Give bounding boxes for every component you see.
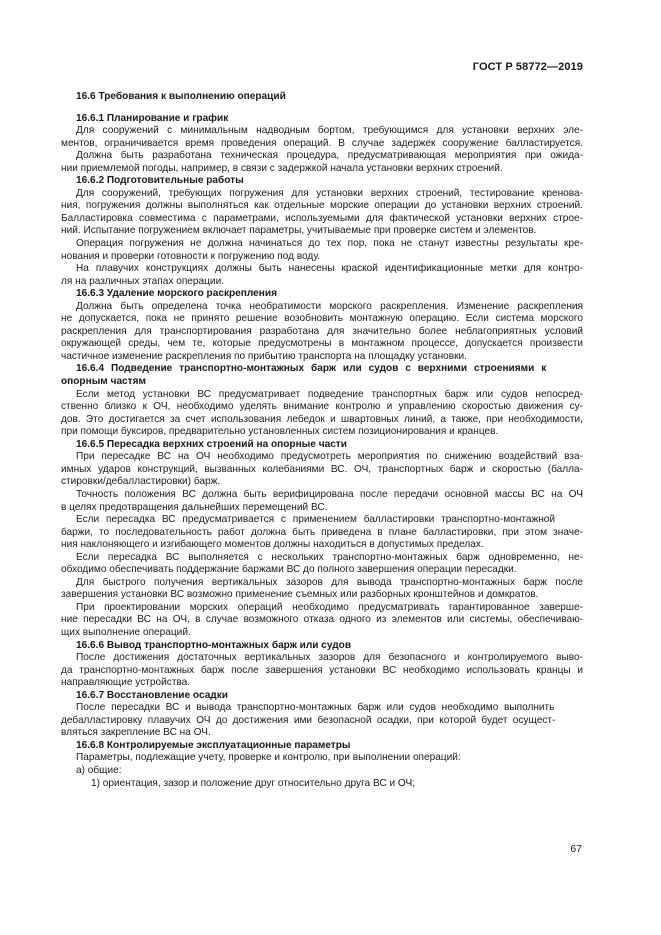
text-line: 1) ориентация, зазор и положение друг относительно друга ВС и ОЧ;	[91, 777, 416, 789]
section-heading-line: 16.6.5 Пересадка верхних строений на опорные части	[76, 438, 347, 450]
text-line: щих выполнение операций.	[61, 626, 191, 638]
text-line: нии приемлемой погоды, например, в связи с задержкой начала установки верхних строений.	[61, 162, 503, 174]
text-line: нования и проверки готовности к погружению под воду.	[61, 250, 321, 262]
section-heading-line: 16.6.1 Планирование и график	[76, 112, 229, 124]
text-line: При проектировании морских операций необходимо предусматривать гарантированное заверше-	[76, 601, 583, 613]
text-line: частичное изменение раскрепления по прибытию транспорта на площадку установки.	[61, 350, 467, 362]
text-line: ственно близко к ОЧ, необходимо уделять внимание контролю и управлению скоростью движения су-	[61, 401, 583, 413]
section-heading-line: 16.6 Требования к выполнению операций	[76, 91, 286, 102]
text-line: Для сооружений, требующих погружения для установки верхних строений, тестирование кренова-	[76, 187, 583, 199]
section-heading-line: 16.6.7 Восстановление осадки	[76, 689, 228, 701]
text-line: да транспортно-монтажных барж после завершения установки ВС необходимо использовать кранцы и	[61, 664, 583, 676]
text-line: баржи, то последовательность работ должна быть приведена в плане балластировки, при этом значе-	[61, 526, 583, 538]
text-line: обходимо обеспечивать поддержание баржами ВС до полного завершения операции пересадки.	[61, 564, 517, 576]
text-line: Если пересадка ВС предусматривается с применением балластировки транспортно-монтажной	[76, 514, 556, 526]
section-heading-line: 16.6.3 Удаление морского раскрепления	[76, 288, 277, 300]
text-line: Должна быть определена точка необратимости морского раскрепления. Изменение раскрепления	[76, 300, 583, 312]
text-line: ний. Испытание погружением включает параметры, учитываемые при проверке систем и элементов.	[61, 225, 537, 237]
text-line: стировки/дебалластировки) барж.	[61, 476, 221, 488]
text-line: ля на различных этапах операции.	[61, 275, 225, 287]
text-line: Параметры, подлежащие учету, проверке и контролю, при выполнении операций:	[76, 752, 461, 764]
text-line: После пересадки ВС и вывода транспортно-монтажных барж или судов необходимо выполнить	[76, 702, 555, 714]
text-line: ния наклоняющего и изгибающего моментов должны находиться в допустимых пределах.	[61, 539, 484, 551]
text-line: дебалластировку плавучих ОЧ до достижения ими безопасной осадки, при которой будет осущест-	[61, 714, 556, 726]
text-line: Если метод установки ВС предусматривает подведение транспортных барж или судов непосред-	[76, 388, 583, 400]
text-line: имных ударов конструкций, вызванных колебаниями ВС. ОЧ, транспортных барж и скоростью (балла-	[61, 463, 583, 475]
document-body	[61, 91, 583, 790]
text-line: дов. Это достигается за счет использования лебедок и швартовных линий, а также, при необходимости,	[61, 413, 583, 425]
text-line: При пересадке ВС на ОЧ необходимо предусмотреть мероприятия по снижению воздействий вза-	[76, 451, 583, 463]
paragraph-gap	[61, 104, 583, 113]
section-heading-line: 16.6.2 Подготовительные работы	[76, 175, 244, 187]
text-line: раскрепления для транспортирования разработана для значительно более неблагоприятных условий	[61, 325, 583, 337]
section-heading-line: 16.6.4 Подведение транспортно-монтажных барж или судов с верхними строениями к	[76, 363, 547, 375]
section-heading-line: 16.6.8 Контролируемые эксплуатационные параметры	[76, 739, 351, 751]
text-line: Для сооружений с минимальным надводным бортом, требующимся для установки верхних эле-	[76, 125, 583, 137]
text-line: вляться закрепление ВС на ОЧ.	[61, 727, 211, 739]
section-heading-line: 16.6.6 Вывод транспортно-монтажных барж или судов	[76, 639, 352, 651]
page-number: 67	[570, 843, 582, 855]
text-line: Балластировка совместима с параметрами, используемыми для фактической установки верхних строе-	[61, 212, 583, 224]
text-line: ментов, ограничивается время проведения операций. В случае задержек сооружение балластируется.	[61, 137, 583, 149]
text-line: не допускается, пока не принято решение возобновить монтажную операцию. Если система морского	[61, 313, 583, 325]
text-line: На плавучих конструкциях должны быть нанесены краской идентификационные метки для контро-	[76, 263, 583, 275]
text-line: ние пересадки ВС на ОЧ, в случае возможного отказа одного из элементов или системы, обеспечиваю-	[61, 614, 583, 626]
text-line: Для быстрого получения вертикальных зазоров для вывода транспортно-монтажных барж после	[76, 576, 583, 588]
text-line: Должна быть разработана техническая процедура, предусматривающая мероприятия при ожида-	[76, 150, 583, 162]
text-line: а) общие:	[76, 764, 122, 776]
text-line: После достижения достаточных вертикальных зазоров для безопасного и контролируемого выво-	[76, 652, 583, 664]
text-line: при помощи буксиров, предварительно установленных систем позиционирования и кранцев.	[61, 426, 499, 438]
standard-header: ГОСТ Р 58772—2019	[472, 61, 583, 73]
section-heading-line: опорным частям	[61, 376, 146, 388]
text-line: Точность положения ВС должна быть верифицирована после передачи основной массы ВС на ОЧ	[76, 488, 583, 500]
text-line: окружающей среды, чем те, которые предусмотрены в монтажном процессе, допускается произвести	[61, 338, 583, 350]
text-line: в целях предотвращения дальнейших перемещений ВС.	[61, 501, 328, 513]
text-line: завершения установки ВС возможно применение съемных или разборных кронштейнов и домкратов.	[61, 589, 539, 601]
text-line: Операция погружения не должна начинаться до тех пор, пока не станут известны результаты кре-	[76, 238, 583, 250]
text-line: ния, погружения должны выполняться как отдельные морские операции до установки верхних строений.	[61, 200, 583, 212]
text-line: Если пересадка ВС выполняется с нескольких транспортно-монтажных барж одновременно, не-	[76, 551, 583, 563]
text-line: направляющие устройства.	[61, 677, 191, 689]
